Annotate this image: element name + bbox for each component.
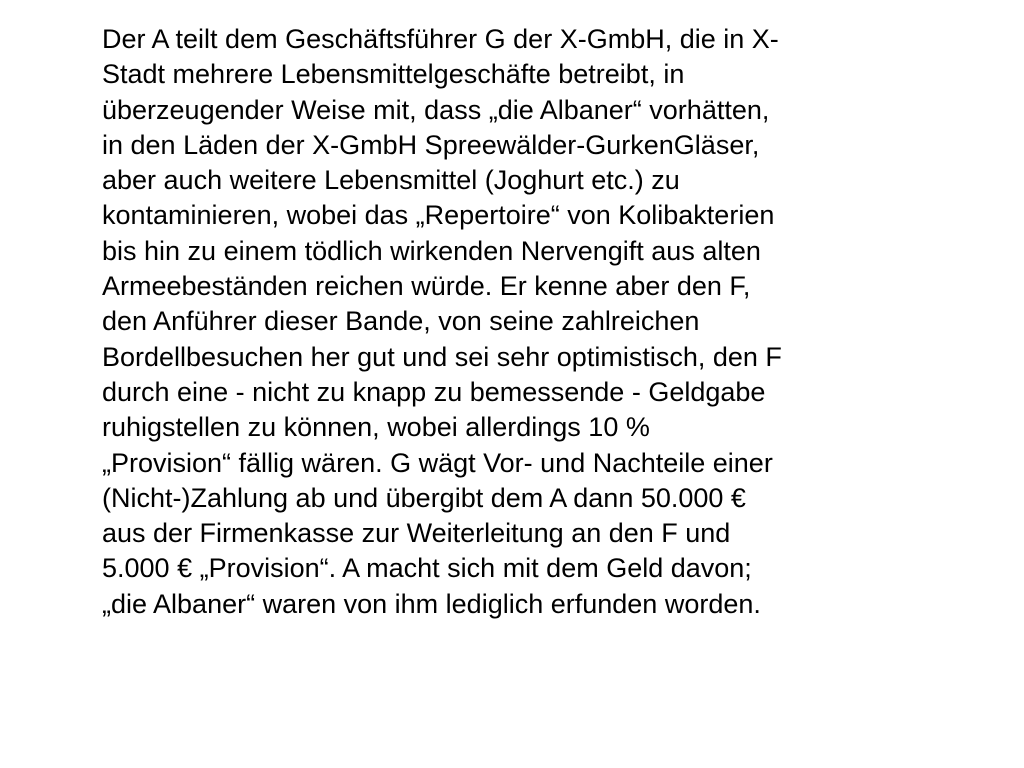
text-line-4: in den Läden der X-GmbH Spreewälder-GurkenGläser, [102, 129, 760, 160]
text-line-15: aus der Firmenkasse zur Weiterleitung an den F und [102, 518, 731, 549]
text-line-13: „Provision“ fällig wären. G wägt Vor- und Nachteile einer [102, 447, 773, 478]
text-line-12: ruhigstellen zu können, wobei allerdings 10 % [102, 412, 650, 443]
text-line-17: „die Albaner“ waren von ihm lediglich erfunden worden. [102, 588, 761, 619]
text-line-10: Bordellbesuchen her gut und sei sehr optimistisch, den F [102, 341, 782, 372]
text-line-14: (Nicht-)Zahlung ab und übergibt dem A dann 50.000 € [102, 482, 746, 513]
text-line-1: Der A teilt dem Geschäftsführer G der X-GmbH, die in X- [102, 24, 779, 54]
text-line-9: den Anführer dieser Bande, von seine zahlreichen [102, 306, 700, 337]
text-line-7: bis hin zu einem tödlich wirkenden Nervengift aus alten [102, 235, 761, 266]
text-line-11: durch eine - nicht zu knapp zu bemessende - Geldgabe [102, 376, 766, 407]
text-line-2: Stadt mehrere Lebensmittelgeschäfte betreibt, in [102, 59, 685, 90]
text-line-6: kontaminieren, wobei das „Repertoire“ von Kolibakterien [102, 200, 775, 231]
text-line-8: Armeebeständen reichen würde. Er kenne aber den F, [102, 271, 751, 302]
text-line-16: 5.000 € „Provision“. A macht sich mit dem Geld davon; [102, 553, 752, 584]
text-line-3: überzeugender Weise mit, dass „die Albaner“ vorhätten, [102, 94, 770, 125]
case-text [102, 22, 982, 622]
text-line-5: aber auch weitere Lebensmittel (Joghurt etc.) zu [102, 165, 680, 196]
